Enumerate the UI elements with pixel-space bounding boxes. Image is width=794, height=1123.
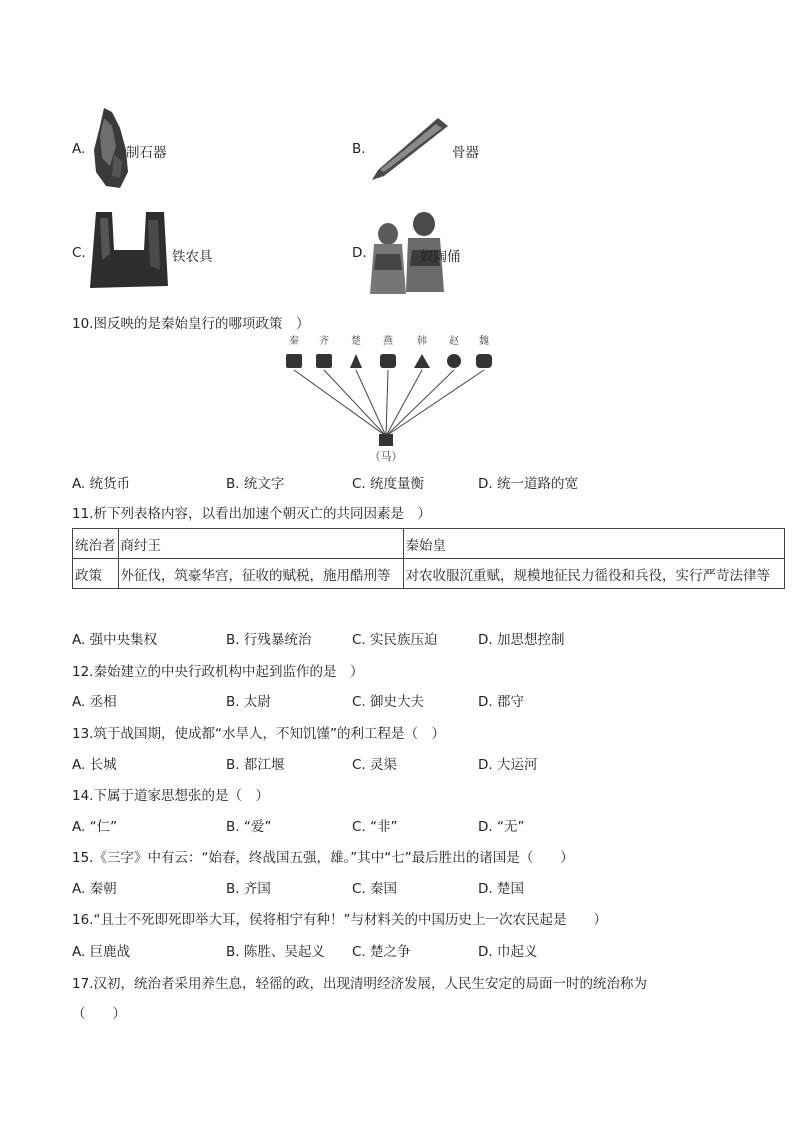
option-c[interactable]: C. “非” [352,819,398,835]
option-a[interactable]: A. “仁” [72,819,118,835]
option-d[interactable]: D. 巾起义 [478,944,538,960]
q17-answer-paren: （ ） [72,1006,126,1022]
option-a[interactable]: A. 丞相 [72,694,117,710]
option-c[interactable]: C. 秦国 [352,881,398,897]
q17-stem: 17.汉初，统治者采用养生息，轻徭的政，出现清明经济发展，人民生安定的局面一时的统治称为 [72,976,647,992]
option-d[interactable]: D. 统一道路的宽 [478,476,578,492]
option-b[interactable]: B. “爱” [226,819,272,835]
state-label: 燕 [383,336,393,347]
q14-stem: 14.下属于道家思想张的是（ ） [72,788,269,804]
state-label: 韩 [417,336,427,347]
option-d[interactable]: D. 郡守 [478,694,524,710]
table-cell: 外征伐，筑豪华宫，征收的赋税，施用酷刑等 [118,559,403,589]
option-b[interactable]: B. 都江堰 [226,757,285,773]
option-c[interactable]: C. 楚之争 [352,944,411,960]
state-label: 齐 [319,336,329,347]
option-text: 骨器 [452,145,479,161]
option-d[interactable]: D. 楚国 [478,881,524,897]
bone-tool-icon [370,116,450,182]
q13-stem: 13.筑于战国期，使成都“水旱人，不知饥馑”的利工程是（ ） [72,726,445,742]
state-label: 楚 [351,336,361,347]
state-label: 魏 [479,336,489,347]
q10-stem: 10.图反映的是秦始皇行的哪项政策 ） [72,316,310,332]
q11-table [72,528,785,589]
option-text: 制石器 [126,145,167,161]
option-letter: D. [352,245,367,261]
iron-tool-icon [88,210,172,290]
state-label: 赵 [449,336,459,347]
option-letter: B. [352,141,366,157]
option-c[interactable]: C. 御史大夫 [352,694,425,710]
table-row [73,529,785,559]
option-a[interactable]: A. 强中央集权 [72,632,158,648]
option-a[interactable]: A. 巨鹿战 [72,944,131,960]
table-cell: 对农收服沉重赋，规模地征民力徭役和兵役，实行严苛法律等 [403,559,784,589]
option-b[interactable]: B. 统文字 [226,476,285,492]
table-header-cell: 统治者 [73,529,119,559]
stone-tool-icon [90,106,130,190]
option-text: 铁农具 [172,249,213,265]
q16-stem: 16.“且士不死即死即举大耳，侯将相宁有种！”与材料关的中国历史上一次农民起是 ） [72,912,607,928]
center-label: （马） [369,450,403,463]
option-d[interactable]: D. 大运河 [478,757,538,773]
option-letter: C. [72,245,86,261]
option-b[interactable]: B. 行残暴统治 [226,632,312,648]
table-header-cell: 秦始皇 [403,529,784,559]
option-b[interactable]: B. 太尉 [226,694,271,710]
table-row [73,559,785,589]
character-evolution-figure [278,332,494,464]
option-d[interactable]: D. 加思想控制 [478,632,565,648]
option-letter: A. [72,141,86,157]
q15-stem: 15.《三字》中有云：“始春，终战国五强，雄。”其中“七”最后胜出的诸国是（ ） [72,850,574,866]
table-header-cell: 商纣王 [118,529,403,559]
option-b[interactable]: B. 齐国 [226,881,271,897]
q11-stem: 11.析下列表格内容，以看出加速个朝灭亡的共同因素是 ） [72,506,431,522]
option-d[interactable]: D. “无” [478,819,525,835]
option-text: 奴陶俑 [420,249,461,265]
option-c[interactable]: C. 实民族压迫 [352,632,438,648]
option-c[interactable]: C. 灵渠 [352,757,398,773]
option-c[interactable]: C. 统度量衡 [352,476,425,492]
table-cell: 政策 [73,559,119,589]
option-a[interactable]: A. 秦朝 [72,881,117,897]
state-label: 秦 [289,336,299,347]
q12-stem: 12.秦始建立的中央行政机构中起到监作的是 ） [72,664,364,680]
option-a[interactable]: A. 长城 [72,757,117,773]
option-b[interactable]: B. 陈胜、吴起义 [226,944,325,960]
option-a[interactable]: A. 统货币 [72,476,131,492]
